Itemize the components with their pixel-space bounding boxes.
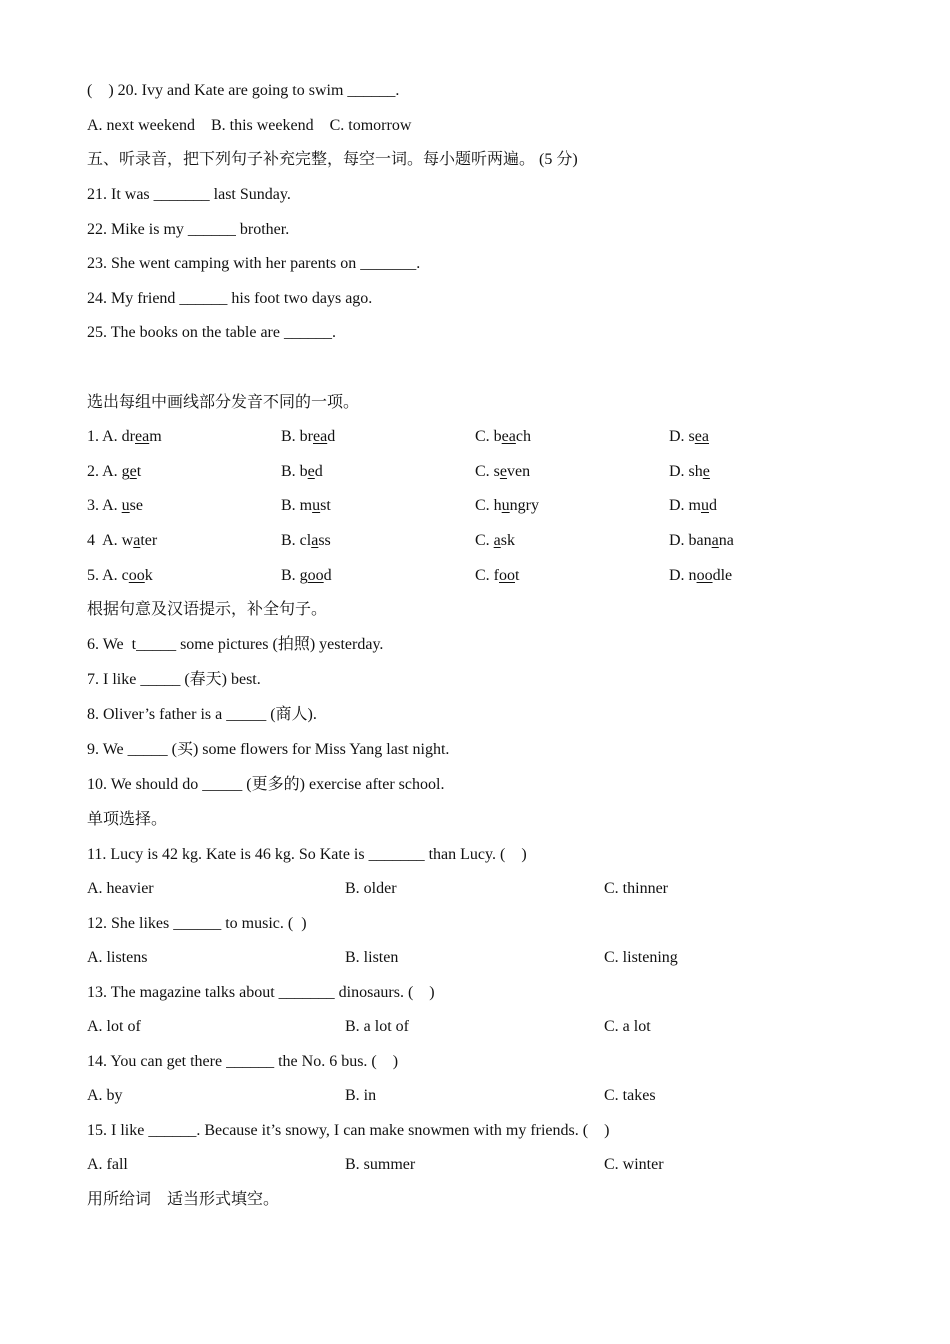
phonics-option: B. class [281,532,331,549]
phonics-option: B. bed [281,463,323,480]
phonics-option: 2. A. get [87,463,142,480]
phonics-option: B. bread [281,428,336,445]
question-15-option-b: B. summer [345,1156,416,1173]
question-25: 25. The books on the table are ______. [87,324,336,341]
question-14-option-a: A. by [87,1087,123,1104]
question-23: 23. She went camping with her parents on _______. [87,255,421,272]
phonics-option: D. banana [669,532,734,549]
question-20-options: A. next weekend B. this weekend C. tomorrow [87,117,412,134]
question-12-option-a: A. listens [87,949,148,966]
question-11-stem: 11. Lucy is 42 kg. Kate is 46 kg. So Kate is _______ than Lucy. ( ) [87,846,527,863]
phonics-option: B. good [281,567,332,584]
phonics-option: C. beach [475,428,531,445]
phonics-option: C. ask [475,532,516,549]
question-22: 22. Mike is my ______ brother. [87,221,290,238]
phonics-option: C. foot [475,567,520,584]
question-13-stem: 13. The magazine talks about _______ dinosaurs. ( ) [87,984,435,1001]
question-14-option-b: B. in [345,1087,377,1104]
question-10: 10. We should do _____ (更多的) exercise after school. [87,776,445,793]
question-15-option-a: A. fall [87,1156,128,1173]
phonics-option: D. mud [669,497,717,514]
question-11-option-b: B. older [345,880,397,897]
section-5-instruction: 五、听录音，把下列句子补充完整，每空一词。每小题听两遍。 (5 分) [87,151,578,168]
phonics-option: 4 A. water [87,532,158,549]
question-9: 9. We _____ (买) some flowers for Miss Yang last night. [87,741,450,758]
phonics-option: C. hungry [475,497,539,514]
question-14-stem: 14. You can get there ______ the No. 6 bus. ( ) [87,1053,399,1070]
phonics-option: C. seven [475,463,531,480]
question-8: 8. Oliver’s father is a _____ (商人). [87,706,317,723]
phonics-option: D. she [669,463,710,480]
question-21: 21. It was _______ last Sunday. [87,186,291,203]
question-13-option-b: B. a lot of [345,1018,409,1035]
question-14-option-c: C. takes [604,1087,656,1104]
question-11-option-a: A. heavier [87,880,154,897]
question-11-option-c: C. thinner [604,880,668,897]
question-12-option-c: C. listening [604,949,678,966]
question-20-stem: ( ) 20. Ivy and Kate are going to swim ______. [87,82,400,99]
phonics-option: B. must [281,497,331,514]
question-13-option-c: C. a lot [604,1018,651,1035]
word-form-instruction: 用所给词 适当形式填空。 [87,1191,280,1208]
phonics-option: 1. A. dream [87,428,162,445]
question-7: 7. I like _____ (春天) best. [87,671,261,688]
question-6: 6. We t_____ some pictures (拍照) yesterday. [87,636,384,653]
question-12-stem: 12. She likes ______ to music. ( ) [87,915,307,932]
choice-instruction: 单项选择。 [87,811,168,828]
phonics-option: 3. A. use [87,497,143,514]
completion-instruction: 根据句意及汉语提示，补全句子。 [87,601,328,618]
question-15-stem: 15. I like ______. Because it’s snowy, I can make snowmen with my friends. ( ) [87,1122,610,1139]
question-12-option-b: B. listen [345,949,399,966]
question-24: 24. My friend ______ his foot two days ago. [87,290,373,307]
phonics-option: 5. A. cook [87,567,153,584]
phonics-instruction: 选出每组中画线部分发音不同的一项。 [87,394,360,411]
question-13-option-a: A. lot of [87,1018,141,1035]
phonics-option: D. sea [669,428,709,445]
phonics-option: D. noodle [669,567,733,584]
question-15-option-c: C. winter [604,1156,664,1173]
